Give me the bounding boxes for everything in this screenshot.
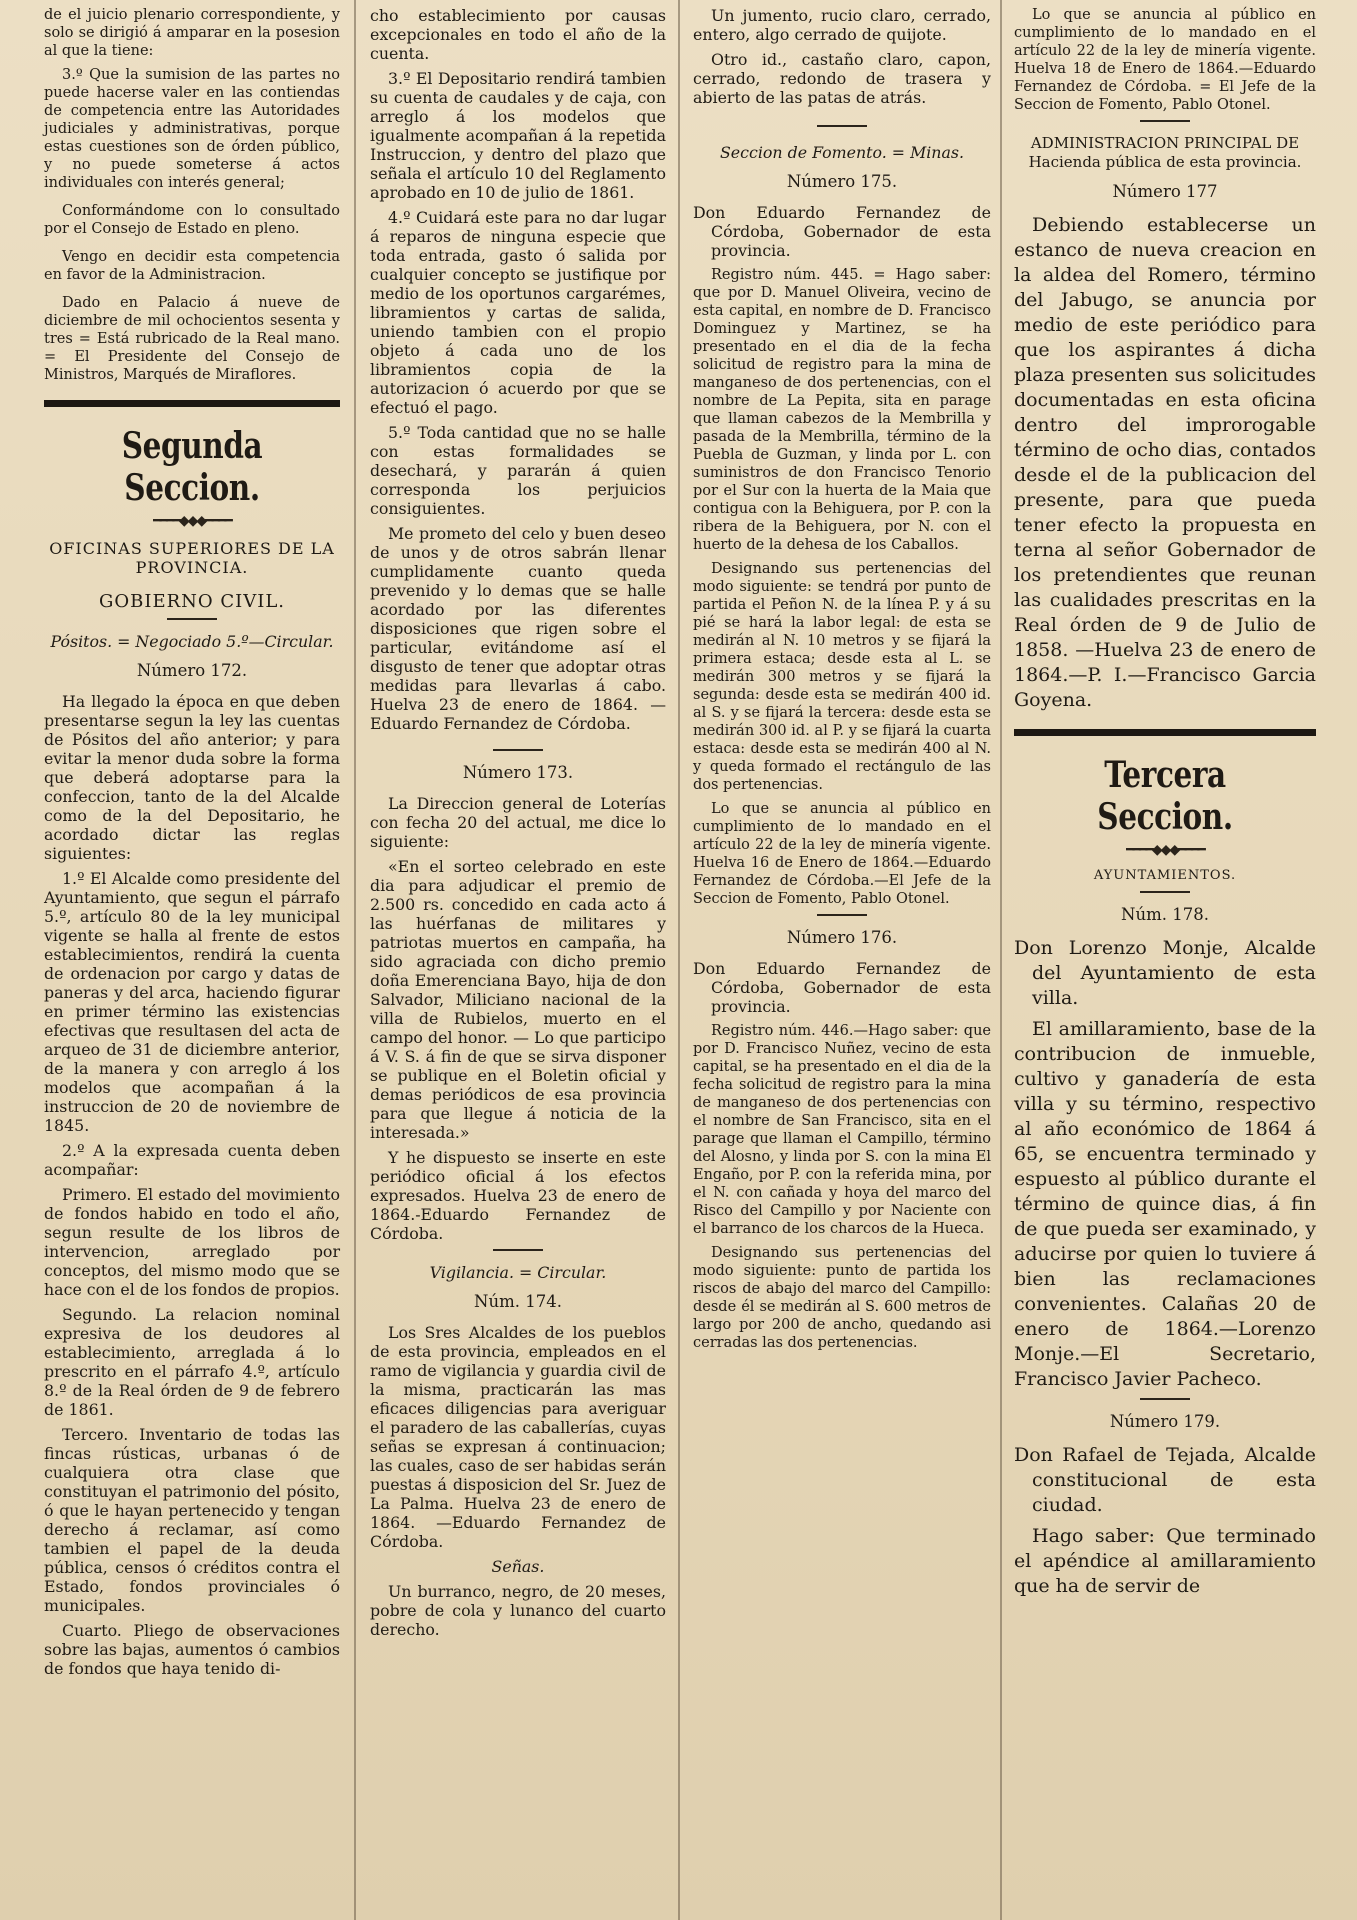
- paragraph: Debiendo establecerse un estanco de nueva creacion en la aldea del Romero, término del Jabugo, se anuncia por medio de este periódico para que los aspirantes á dicha plaza presenten sus solicitudes documentadas en esta oficina dentro del improrogable término de ocho dias, contados desde el de la publicacion del presente, para que pueda tener efecto la propuesta en terna al señor Gobernador de los pretendientes que reunan las cualidades prescritas en la Real órden de 9 de Julio de 1858. —Huelva 23 de enero de 1864.—P. I.—Francisco Garcia Goyena.: [1014, 214, 1316, 711]
- divider: [493, 1249, 543, 1251]
- paragraph: Ha llegado la época en que deben presentarse segun la ley las cuentas de Pósitos del año anterior; y para evitar la menor duda sobre la forma que deberá adoptarse para la confeccion, tanto de la del Alcalde como de la del Depositario, he acordado dictar las reglas siguientes:: [44, 692, 340, 863]
- heading: Seccion de Fomento. = Minas.: [719, 143, 965, 162]
- paragraph: Don Rafael de Tejada, Alcalde constitucional de esta ciudad.: [1014, 1444, 1316, 1516]
- column-rule: [678, 0, 680, 1920]
- heading: OFICINAS SUPERIORES DE LA PROVINCIA.: [49, 539, 335, 577]
- notice-number: Núm. 174.: [474, 1292, 562, 1311]
- paragraph: cho establecimiento por causas excepcionales en todo el año de la cuenta.: [370, 6, 666, 63]
- paragraph: Un burranco, negro, de 20 meses, pobre de cola y lunanco del cuarto derecho.: [370, 1582, 666, 1639]
- paragraph: Don Eduardo Fernandez de Córdoba, Gobernador de esta provincia.: [693, 203, 991, 260]
- paragraph: Vengo en decidir esta competencia en favor de la Administracion.: [44, 249, 340, 283]
- paragraph: 5.º Toda cantidad que no se halle con estas formalidades se desechará, y pararán á quien corresponda los perjuicios consiguientes.: [370, 423, 666, 518]
- paragraph: La Direccion general de Loterías con fecha 20 del actual, me dice lo siguiente:: [370, 794, 666, 851]
- heading: GOBIERNO CIVIL.: [98, 591, 286, 612]
- notice-number: Número 176.: [786, 928, 898, 947]
- paragraph: Y he dispuesto se inserte en este periódico oficial á los efectos expresados. Huelva 23 de enero de 1864.-Eduardo Fernandez de Córdoba.: [370, 1148, 666, 1243]
- ornament-divider: ━━━━◆◆◆━━━━: [1126, 842, 1204, 858]
- paragraph: Me prometo del celo y buen deseo de unos y de otros sabrán llenar cumplidamente cuanto queda prevenido y lo demas que se halle acordado por las diferentes disposiciones que rigen sobre el particular, evitándome así el disgusto de tener que adoptar otras medidas para llevarlas á cabo. Huelva 23 de enero de 1864. —Eduardo Fernandez de Córdoba.: [370, 524, 666, 733]
- heading: Vigilancia. = Circular.: [429, 1263, 607, 1282]
- notice-number: Número 172.: [136, 661, 248, 680]
- column-3: [683, 0, 1001, 1920]
- paragraph: Primero. El estado del movimiento de fondos habido en todo el año, segun resulte de los libros de intervencion, arreglado por conceptos, del mismo modo que se hace con el de los fondos de propios.: [44, 1185, 340, 1299]
- heading: ADMINISTRACION PRINCIPAL DE Hacienda pública de esta provincia.: [1028, 134, 1302, 171]
- column-2: [360, 0, 676, 1920]
- divider: [1140, 120, 1190, 122]
- section-title: Segunda Seccion.: [121, 425, 263, 509]
- paragraph: «En el sorteo celebrado en este dia para adjudicar el premio de 2.500 rs. concedido en cada acto á las huérfanas de militares y patriotas muertos en campaña, ha sido agraciada con dicho premio doña Emerenciana Bayo, hija de don Salvador, Miliciano nacional de la villa de Rubielos, muerto en el campo del honor. — Lo que participo á V. S. á fin de que se sirva disponer se publique en el Boletin oficial y demas periódicos de esa provincia para que llegue á noticia de la interesada.»: [370, 857, 666, 1142]
- notice-number: Núm. 178.: [1121, 905, 1209, 924]
- paragraph: Conformándome con lo consultado por el Consejo de Estado en pleno.: [44, 203, 340, 237]
- paragraph: Designando sus pertenencias del modo siguiente: se tendrá por punto de partida el Peñon N. de la línea P. y á su pié se hará la labor legal: de esta se medirán al N. 10 metros y se fijará la primera estaca; desde esta al L. se medirán 300 metros y se fijará la segunda: desde esta se medirán 400 id. al S. y se fijará la tercera: desde esta se medirán 300 id. al P. y se fijará la cuarta estaca: desde esta se medirán 400 al N. y queda formado el rectángulo de las dos pertenencias.: [693, 561, 991, 793]
- heading: AYUNTAMIENTOS.: [1093, 868, 1237, 883]
- notice-number: Número 179.: [1109, 1412, 1221, 1431]
- paragraph: Un jumento, rucio claro, cerrado, entero, algo cerrado de quijote.: [693, 6, 991, 44]
- paragraph: 4.º Cuidará este para no dar lugar á reparos de ninguna especie que toda entrada, gasto ó salida por cualquier concepto se justifique por medio de los oportunos cargarémes, libramientos y cartas de salida, uniendo tambien con el propio objeto á cada uno de los libramientos copia de la autorizacion ó acuerdo por que se efectuó el pago.: [370, 208, 666, 417]
- paragraph: 2.º A la expresada cuenta deben acompañar:: [44, 1141, 340, 1179]
- paragraph: Don Eduardo Fernandez de Córdoba, Gobernador de esta provincia.: [693, 959, 991, 1016]
- divider: [1140, 1398, 1190, 1400]
- paragraph: Otro id., castaño claro, capon, cerrado, redondo de trasera y abierto de las patas de atrás.: [693, 50, 991, 107]
- paragraph: Lo que se anuncia al público en cumplimiento de lo mandado en el artículo 22 de la ley de minería vigente. Huelva 16 de Enero de 1864.—Eduardo Fernandez de Córdoba.—El Jefe de la Seccion de Fomento, Pablo Otonel.: [693, 801, 991, 907]
- paragraph: Cuarto. Pliego de observaciones sobre las bajas, aumentos ó cambios de fondos que haya tenido di-: [44, 1621, 340, 1678]
- section-title: Tercera Seccion.: [1097, 754, 1233, 838]
- paragraph: Designando sus pertenencias del modo siguiente: punto de partida los riscos de abajo del marco del Campillo: desde él se medirán al S. 600 metros de largo por 200 de ancho, quedando asi cerradas las dos pertenencias.: [693, 1245, 991, 1351]
- notice-number: Número 175.: [786, 172, 898, 191]
- paragraph: 3.º El Depositario rendirá tambien su cuenta de caudales y de caja, con arreglo á los modelos que igualmente acompañan á la repetida Instruccion, y dentro del plazo que señala el artículo 10 del Reglamento aprobado en 10 de julio de 1861.: [370, 69, 666, 202]
- paragraph: Registro núm. 445. = Hago saber: que por D. Manuel Oliveira, vecino de esta capital, en nombre de D. Francisco Dominguez y Martinez, se ha presentado en el dia de la fecha solicitud de registro para la mina de manganeso de dos pertenencias, con el nombre de La Pepita, sita en parage que llaman cabezos de la Membrilla y pasada de la Membrilla, término de la Puebla de Guzman, y linda por L. con suministros de don Francisco Tenorio por el Sur con la huerta de la Maia que contigua con la Behiguera, por P. con la ribera de la Behiguera, por N. con el huerto de la dehesa de los Caballos.: [693, 267, 991, 553]
- heading: Señas.: [491, 1557, 545, 1576]
- divider: [1140, 891, 1190, 893]
- column-1: [34, 0, 350, 1920]
- paragraph: Segundo. La relacion nominal expresiva de los deudores al establecimiento, arreglada á lo prescrito en el párrafo 4.º, artículo 8.º de la Real órden de 9 de febrero de 1861.: [44, 1305, 340, 1419]
- paragraph: 3.º Que la sumision de las partes no puede hacerse valer en las contiendas de competencia entre las Autoridades judiciales y administrativas, porque estas cuestiones son de órden público, y no puede someterse á actos individuales con interés general;: [44, 67, 340, 191]
- paragraph: Don Lorenzo Monje, Alcalde del Ayuntamiento de esta villa.: [1014, 937, 1316, 1009]
- paragraph: de el juicio plenario correspondiente, y solo se dirigió á amparar en la posesion al que la tiene:: [44, 7, 340, 59]
- divider: [817, 914, 867, 916]
- paragraph: Los Sres Alcaldes de los pueblos de esta provincia, empleados en el ramo de vigilancia y guardia civil de la misma, practicarán las mas eficaces diligencias para averiguar el paradero de las caballerías, cuyas señas se expresan á continuacion; las cuales, caso de ser habidas serán puestas á disposicion del Sr. Juez de La Palma. Huelva 23 de enero de 1864. —Eduardo Fernandez de Córdoba.: [370, 1323, 667, 1551]
- divider: [493, 749, 543, 751]
- paragraph: Hago saber: Que terminado el apéndice al amillaramiento que ha de servir de: [1014, 1525, 1316, 1597]
- paragraph: El amillaramiento, base de la contribucion de inmueble, cultivo y ganadería de esta villa y su término, respectivo al año económico de 1864 á 65, se encuentra terminado y espuesto al público durante el término de quince dias, á fin de que pueda ser examinado, y aducirse por quien lo tuviere á bien las reclamaciones convenientes. Calañas 20 de enero de 1864.—Lorenzo Monje.—El Secretario, Francisco Javier Pacheco.: [1014, 1018, 1316, 1390]
- column-4: [1004, 0, 1326, 1920]
- divider: [44, 400, 340, 407]
- paragraph: Dado en Palacio á nueve de diciembre de mil ochocientos sesenta y tres = Está rubricado de la Real mano. = El Presidente del Consejo de Ministros, Marqués de Miraflores.: [44, 295, 340, 383]
- notice-number: Número 177: [1112, 182, 1218, 201]
- paragraph: 1.º El Alcalde como presidente del Ayuntamiento, que segun el párrafo 5.º, artículo 80 de la ley municipal vigente se halla al frente de estos establecimientos, rendirá la cuenta de ordenacion por cargo y datas de paneras y del arca, haciendo figurar en primer término las existencias efectivas que resultasen del acta de arqueo de 31 de diciembre anterior, de la manera y con arreglo á los modelos que acompañan á la instruccion de 20 de noviembre de 1845.: [44, 869, 340, 1135]
- column-rule: [354, 0, 356, 1920]
- paragraph: Tercero. Inventario de todas las fincas rústicas, urbanas ó de cualquiera otra clase que constituyan el patrimonio del pósito, ó que le hayan pertenecido y tengan derecho á reclamar, así como tambien el papel de la deuda pública, censos ó créditos contra el Estado, fondos provinciales ó municipales.: [44, 1425, 340, 1615]
- ornament-divider: ━━━━◆◆◆━━━━: [153, 513, 231, 529]
- paragraph: Lo que se anuncia al público en cumplimiento de lo mandado en el artículo 22 de la ley de minería vigente. Huelva 18 de Enero de 1864.—Eduardo Fernandez de Córdoba. = El Jefe de la Seccion de Fomento, Pablo Otonel.: [1014, 7, 1316, 113]
- heading: Pósitos. = Negociado 5.º—Circular.: [50, 632, 334, 651]
- notice-number: Número 173.: [462, 763, 574, 782]
- divider: [167, 618, 217, 620]
- paragraph: Registro núm. 446.—Hago saber: que por D. Francisco Nuñez, vecino de esta capital, se ha presentado en el dia de la fecha solicitud de registro para la mina de manganeso de dos pertenencias con el nombre de San Francisco, sita en el parage que llaman el Campillo, término del Alosno, y linda por S. con la mina El Engaño, por P. con la referida mina, por el N. con cañada y hoya del marco del Risco del Campillo y por Naciente con el barranco de los charcos de la Hueca.: [693, 1023, 991, 1237]
- divider: [1014, 729, 1316, 736]
- divider: [817, 125, 867, 127]
